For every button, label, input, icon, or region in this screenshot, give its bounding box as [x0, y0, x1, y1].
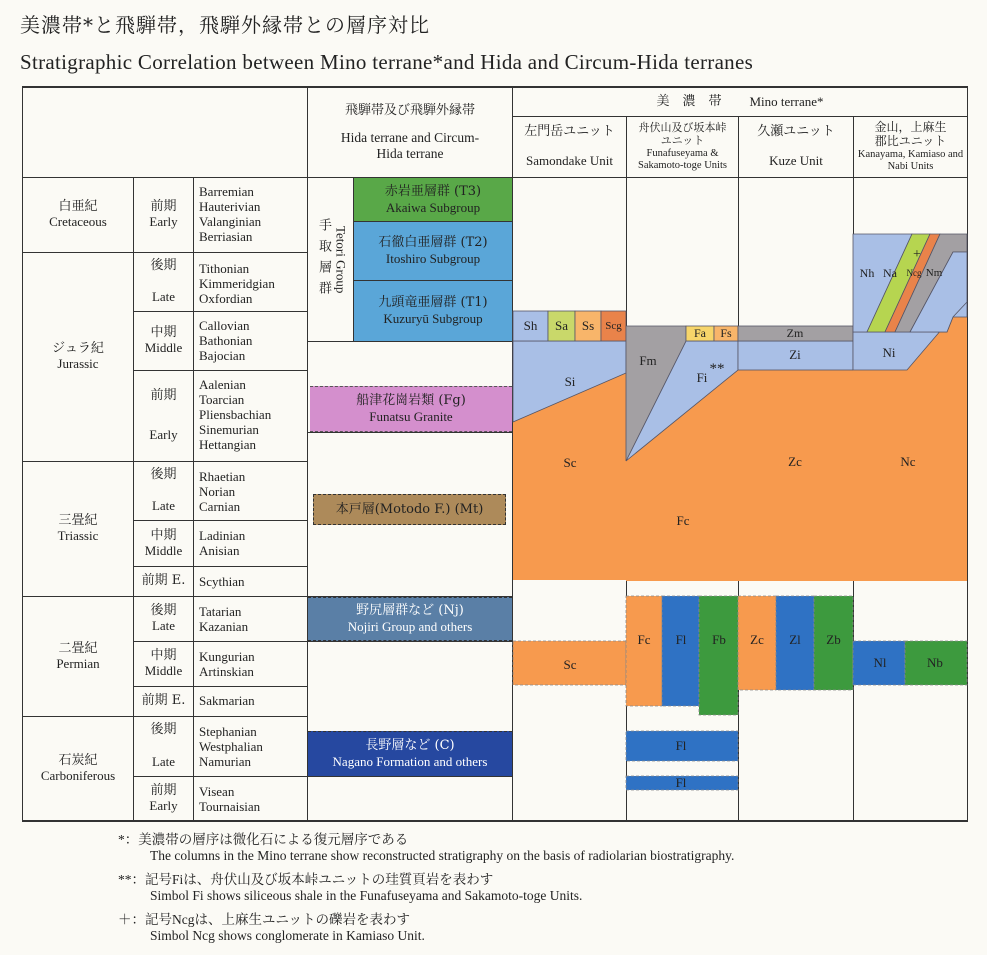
akaiwa-jp: 赤岩亜層群 (T3) — [384, 183, 482, 199]
epoch-jp: 中期 — [150, 325, 177, 341]
label-zb: Zb — [826, 632, 841, 647]
epoch-jp: 前期 — [150, 388, 177, 403]
footnote-mark: **： — [118, 872, 145, 887]
label-fs: Fs — [720, 326, 732, 340]
label-si: Si — [564, 374, 576, 389]
label-fa: Fa — [694, 326, 706, 340]
period-carboniferous-jp: 石炭紀 — [58, 752, 98, 768]
label-na: Na — [883, 265, 897, 280]
epoch-jp: 中期 — [150, 527, 177, 543]
epoch-jp: 前期 — [150, 199, 177, 215]
label-ss: Ss — [581, 318, 595, 333]
stage-list: Ladinian Anisian — [199, 528, 246, 558]
label-fl-carb1: Fl — [675, 738, 687, 753]
nagano-en: Nagano Formation and others — [332, 754, 488, 769]
epoch-jp: 後期 — [150, 258, 177, 273]
hida-header-jp: 飛騨帯及び飛騨外縁帯 — [344, 102, 475, 118]
title-en: Stratigraphic Correlation between Mino terrane*and Hida and Circum-Hida terranes — [20, 50, 754, 74]
funatsu-jp: 船津花崗岩類 (Fg) — [356, 393, 466, 409]
stage-list: Barremian Hauterivian Valanginian Berriasian — [199, 184, 262, 244]
footnote-jp: 美濃帯の層序は微化石による復元層序である — [138, 832, 409, 847]
footnote-1 — [118, 828, 408, 848]
hida-header-en: Hida terrane and Circum-Hida terrane — [340, 130, 480, 161]
epoch-jp: 後期 — [150, 603, 177, 619]
label-sa: Sa — [555, 318, 568, 333]
kuzuryu-en: Kuzuryū Subgroup — [383, 311, 483, 326]
epoch-en: Early — [149, 797, 178, 813]
period-cretaceous-jp: 白亜紀 — [58, 199, 98, 215]
epoch-en: Early — [149, 427, 178, 443]
label-zc: Zc — [788, 454, 802, 469]
stage-list: Tithonian Kimmeridgian Oxfordian — [199, 261, 275, 306]
akaiwa-en: Akaiwa Subgroup — [385, 199, 481, 215]
label-fc: Fc — [676, 513, 690, 528]
footnote-jp: 記号Fiは、舟伏山及び坂本峠ユニットの珪質頁岩を表わす — [145, 872, 494, 887]
epoch-jp: 前期 E. — [141, 693, 186, 709]
label-ncg: Ncg — [906, 268, 922, 278]
footnote-mark: ＋： — [118, 912, 145, 927]
mino-header-en: Mino terrane* — [749, 93, 824, 109]
title-jp: 美濃帯*と飛騨帯，飛騨外縁帯との層序対比 — [20, 13, 430, 37]
epoch-jp: 前期 E. — [141, 573, 186, 589]
stage-list: Sakmarian — [199, 693, 255, 708]
tetori-group-jp: 手取層群 — [316, 217, 331, 302]
samondake-header-jp: 左門岳ユニット — [524, 124, 615, 140]
label-sc-lower: Sc — [563, 657, 577, 672]
kanayama-header-jp: 金山，上麻生郡比ユニット — [874, 120, 947, 148]
epoch-jp: 後期 — [150, 722, 177, 737]
footnote-jp: 記号Ncgは、上麻生ユニットの礫岩を表わす — [145, 912, 410, 927]
epoch-en: Early — [149, 214, 178, 229]
label-fl-carb2: Fl — [675, 775, 687, 790]
label-nl: Nl — [873, 655, 887, 670]
label-zi: Zi — [789, 347, 801, 362]
label-zm: Zm — [786, 326, 804, 340]
period-carboniferous-en: Carboniferous — [40, 767, 116, 783]
kanayama-header-en: Kanayama, Kamiaso and Nabi Units — [857, 148, 964, 172]
epoch-en: Late — [151, 618, 176, 633]
label-zc-lower: Zc — [750, 632, 764, 647]
stage-list: Aalenian Toarcian Pliensbachian Sinemurian Hettangian — [199, 377, 272, 452]
kuzuryu-jp: 九頭竜亜層群 (T1) — [378, 295, 488, 311]
label-zl: Zl — [789, 632, 801, 647]
stage-list: Rhaetian Norian Carnian — [199, 469, 246, 514]
label-nh: Nh — [859, 265, 875, 280]
stage-list: Stephanian Westphalian Namurian — [199, 724, 263, 769]
label-nc: Nc — [900, 454, 916, 469]
epoch-en: Middle — [144, 663, 183, 678]
label-nm: Nm — [925, 267, 943, 279]
funafuseyama-header-en: Funafuseyama & Sakamoto-toge Units — [638, 147, 727, 171]
stage-list: Kungurian Artinskian — [199, 649, 255, 679]
epoch-en: Middle — [144, 340, 183, 355]
epoch-en: Late — [151, 498, 176, 514]
label-fm: Fm — [639, 353, 657, 368]
label-sh: Sh — [523, 318, 538, 333]
funatsu-en: Funatsu Granite — [369, 409, 453, 424]
stage-list: Scythian — [199, 574, 245, 589]
stage-list: Callovian Bathonian Bajocian — [199, 318, 253, 363]
label-fl: Fl — [675, 632, 687, 647]
itoshiro-en: Itoshiro Subgroup — [385, 251, 481, 266]
label-fi-mark: ** — [709, 360, 725, 377]
samondake-header-en: Samondake Unit — [525, 153, 613, 168]
nojiri-en: Nojiri Group and others — [347, 619, 473, 634]
footnote-1-en: The columns in the Mino terrane show reconstructed stratigraphy on the basis of radiolarian biostratigraphy. — [150, 848, 735, 863]
kuze-zc-upper — [738, 370, 853, 581]
nojiri-jp: 野尻層群など (Nj) — [356, 603, 464, 619]
label-scg: Scg — [605, 320, 622, 332]
nagano-jp: 長野層など (C) — [365, 738, 455, 754]
label-ncg-mark: + — [913, 247, 921, 262]
footnote-2-en: Simbol Fi shows siliceous shale in the Funafuseyama and Sakamoto-toge Units. — [150, 888, 583, 903]
label-sc: Sc — [563, 455, 577, 470]
funafuseyama-header-jp: 舟伏山及び坂本峠ユニット — [638, 121, 727, 147]
funafuseyama-fl — [662, 596, 699, 706]
footnote-3 — [118, 908, 410, 928]
mino-header-jp: 美 濃 帯 — [656, 93, 722, 109]
footnote-mark: *： — [118, 832, 139, 847]
funafuseyama-fb — [699, 596, 738, 715]
funafuseyama-fc-lower — [626, 596, 662, 706]
period-triassic-en: Triassic — [57, 528, 99, 543]
stage-list: Tatarian Kazanian — [199, 604, 249, 634]
epoch-en: Middle — [144, 542, 183, 558]
epoch-jp: 前期 — [150, 782, 177, 798]
footnote-3-en: Simbol Ncg shows conglomerate in Kamiaso Unit. — [150, 928, 425, 943]
label-fc-lower: Fc — [637, 632, 651, 647]
period-triassic-jp: 三畳紀 — [58, 513, 98, 529]
period-jurassic-en: Jurassic — [57, 356, 99, 371]
label-ni: Ni — [882, 345, 896, 360]
kuze-header-en: Kuze Unit — [769, 153, 823, 168]
footnote-2 — [118, 868, 493, 888]
kuze-header-jp: 久瀬ユニット — [757, 124, 835, 140]
tetori-group-en: Tetori Group — [333, 225, 349, 294]
period-permian-en: Permian — [56, 655, 100, 671]
epoch-jp: 後期 — [150, 467, 177, 482]
motodo-label: 本戸層(Motodo F.) (Mt) — [335, 501, 484, 517]
period-cretaceous-en: Cretaceous — [49, 214, 107, 229]
epoch-en: Late — [151, 289, 176, 305]
period-permian-jp: 二畳紀 — [58, 640, 98, 656]
label-nb: Nb — [927, 655, 943, 670]
stage-list: Visean Tournaisian — [199, 784, 261, 814]
itoshiro-jp: 石徹白亜層群 (T2) — [378, 235, 488, 251]
label-fb: Fb — [712, 632, 726, 647]
epoch-en: Late — [151, 754, 176, 770]
period-jurassic-jp: ジュラ紀 — [52, 341, 104, 357]
epoch-jp: 中期 — [150, 648, 177, 664]
label-fi: Fi — [696, 370, 708, 385]
